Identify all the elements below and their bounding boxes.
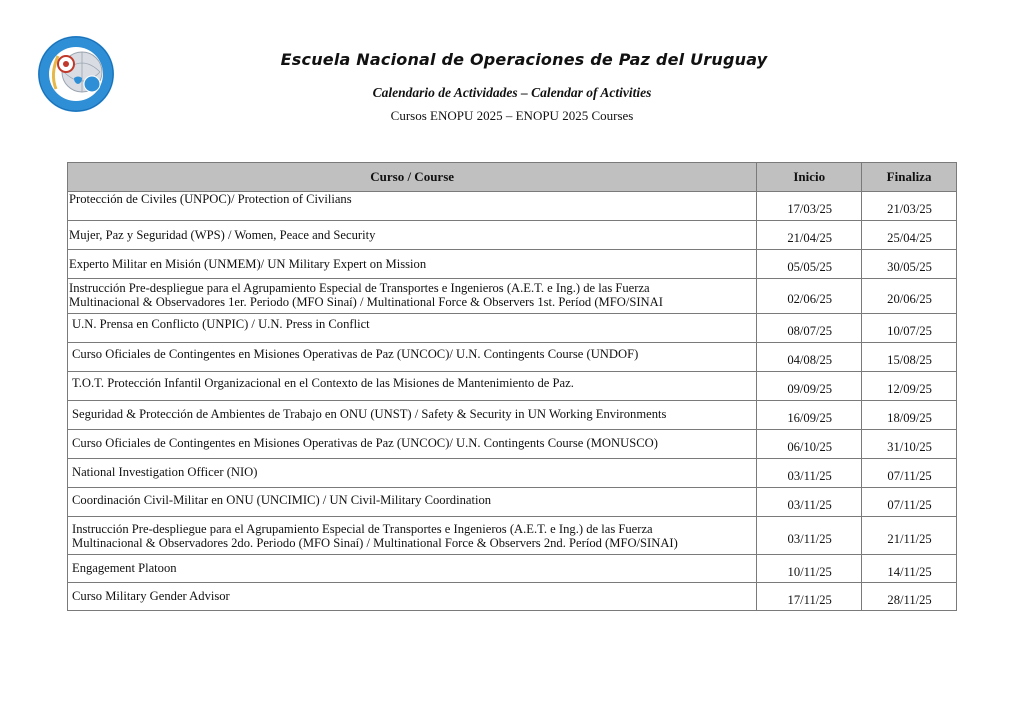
start-date: 17/11/25	[757, 583, 862, 611]
course-name: Instrucción Pre-despliegue para el Agrupamiento Especial de Transportes e Ingenieros (A.E.T. e Ing.) de las Fuerza Multinacional & Observadores 2do. Periodo (MFO Sinaí) / Multinational Force & Observers 2nd. Períod (MFO/SINAI)	[68, 517, 757, 555]
table-row	[68, 583, 957, 611]
table-row	[68, 555, 957, 583]
table-row	[68, 459, 957, 488]
end-date: 25/04/25	[862, 221, 957, 250]
table-row	[68, 279, 957, 314]
course-name: Coordinación Civil-Militar en ONU (UNCIMIC) / UN Civil-Military Coordination	[68, 488, 757, 517]
end-date: 21/11/25	[862, 517, 957, 555]
start-date: 08/07/25	[757, 314, 862, 343]
end-date: 28/11/25	[862, 583, 957, 611]
column-header-course: Curso / Course	[68, 163, 757, 192]
end-date: 07/11/25	[862, 488, 957, 517]
course-name: Seguridad & Protección de Ambientes de Trabajo en ONU (UNST) / Safety & Security in UN Working Environments	[68, 401, 757, 430]
start-date: 04/08/25	[757, 343, 862, 372]
table-header-row	[68, 163, 957, 192]
table-row	[68, 221, 957, 250]
course-name: U.N. Prensa en Conflicto (UNPIC) / U.N. Press in Conflict	[68, 314, 757, 343]
course-name: Curso Military Gender Advisor	[68, 583, 757, 611]
end-date: 31/10/25	[862, 430, 957, 459]
table-row	[68, 192, 957, 221]
end-date: 10/07/25	[862, 314, 957, 343]
table-row	[68, 372, 957, 401]
end-date: 12/09/25	[862, 372, 957, 401]
end-date: 21/03/25	[862, 192, 957, 221]
column-header-end: Finaliza	[862, 163, 957, 192]
start-date: 05/05/25	[757, 250, 862, 279]
table-row	[68, 401, 957, 430]
start-date: 03/11/25	[757, 517, 862, 555]
course-name: National Investigation Officer (NIO)	[68, 459, 757, 488]
end-date: 15/08/25	[862, 343, 957, 372]
start-date: 17/03/25	[757, 192, 862, 221]
start-date: 03/11/25	[757, 488, 862, 517]
courses-table	[67, 162, 957, 611]
course-name: Mujer, Paz y Seguridad (WPS) / Women, Peace and Security	[68, 221, 757, 250]
start-date: 03/11/25	[757, 459, 862, 488]
start-date: 06/10/25	[757, 430, 862, 459]
table-row	[68, 430, 957, 459]
column-header-start: Inicio	[757, 163, 862, 192]
document-subtitle-courses: Cursos ENOPU 2025 – ENOPU 2025 Courses	[390, 108, 634, 123]
course-name: Engagement Platoon	[68, 555, 757, 583]
table-row	[68, 517, 957, 555]
start-date: 16/09/25	[757, 401, 862, 430]
document-title: Escuela Nacional de Operaciones de Paz del Uruguay	[280, 50, 768, 69]
enopu-emblem-icon	[26, 34, 126, 114]
start-date: 02/06/25	[757, 279, 862, 314]
table-row	[68, 488, 957, 517]
start-date: 21/04/25	[757, 221, 862, 250]
start-date: 09/09/25	[757, 372, 862, 401]
course-name: Curso Oficiales de Contingentes en Misiones Operativas de Paz (UNCOC)/ U.N. Contingents Course (UNDOF)	[68, 343, 757, 372]
course-name: Curso Oficiales de Contingentes en Misiones Operativas de Paz (UNCOC)/ U.N. Contingents Course (MONUSCO)	[68, 430, 757, 459]
end-date: 30/05/25	[862, 250, 957, 279]
start-date: 10/11/25	[757, 555, 862, 583]
end-date: 14/11/25	[862, 555, 957, 583]
end-date: 07/11/25	[862, 459, 957, 488]
end-date: 20/06/25	[862, 279, 957, 314]
course-name: Protección de Civiles (UNPOC)/ Protection of Civilians	[68, 192, 757, 221]
table-row	[68, 250, 957, 279]
table-row	[68, 343, 957, 372]
table-row	[68, 314, 957, 343]
end-date: 18/09/25	[862, 401, 957, 430]
course-name: Experto Militar en Misión (UNMEM)/ UN Military Expert on Mission	[68, 250, 757, 279]
document-subtitle: Calendario de Actividades – Calendar of Activities	[372, 85, 652, 100]
course-name: Instrucción Pre-despliegue para el Agrupamiento Especial de Transportes e Ingenieros (A.E.T. e Ing.) de las Fuerza Multinacional & Observadores 1er. Periodo (MFO Sinaí) / Multinational Force & Observers 1st. Períod (MFO/SINAI	[68, 279, 757, 314]
course-name: T.O.T. Protección Infantil Organizacional en el Contexto de las Misiones de Mantenimiento de Paz.	[68, 372, 757, 401]
